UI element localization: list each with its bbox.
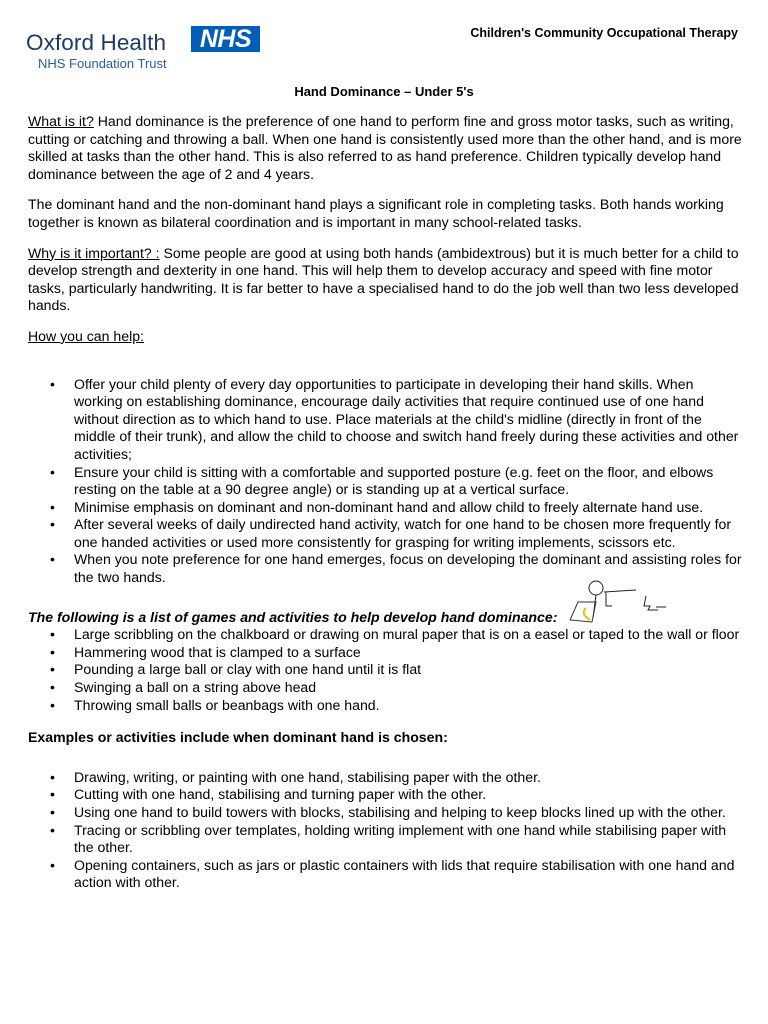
help-list (28, 376, 742, 587)
document-body (28, 113, 742, 892)
list-item: • Drawing, writing, or painting with one hand, stabilising paper with the other. (28, 769, 742, 787)
nhs-badge: NHS (191, 26, 260, 52)
list-item: • Minimise emphasis on dominant and non-dominant hand and allow child to freely alternate hand use. (28, 499, 742, 517)
list-item: • Tracing or scribbling over templates, holding writing implement with one hand while stabilising paper with the other. (28, 822, 742, 857)
games-heading: The following is a list of games and activities to help develop hand dominance: (28, 608, 558, 625)
list-item: • Using one hand to build towers with blocks, stabilising and helping to keep blocks lined up with the other. (28, 804, 742, 822)
examples-heading: Examples or activities include when dominant hand is chosen: (28, 729, 448, 746)
bilateral-paragraph: The dominant hand and the non-dominant hand plays a significant role in completing tasks. Both hands working together is known as bilateral coordination and is important in many school-related tasks. (28, 196, 724, 230)
what-text: Hand dominance is the preference of one hand to perform fine and gross motor tasks, such as writing, cutting or catching and throwing a ball. When one hand is consistently used more than the other hand, and is more skilled at tasks than the other hand. This is also referred to as hand preference. Children typically develop hand dominance between the age of 2 and 4 years. (28, 113, 742, 182)
list-item: • Hammering wood that is clamped to a surface (28, 644, 742, 662)
list-item: • Swinging a ball on a string above head (28, 679, 742, 697)
child-drawing-illustration (566, 580, 670, 626)
help-heading: How you can help: (28, 327, 144, 344)
what-paragraph (28, 113, 742, 183)
logo-org-name: Oxford Health (26, 30, 167, 55)
list-item: • Offer your child plenty of every day opportunities to participate in developing their hand skills. When working on establishing dominance, encourage daily activities that require continued use of one hand without direction as to which hand to use. Place materials at the child's midline (directly in front of the middle of their trunk), and allow the child to choose and switch hand freely during these activities and other activities; (28, 376, 742, 464)
why-paragraph (28, 245, 742, 315)
why-label: Why is it important? : (28, 244, 160, 261)
list-item: • Opening containers, such as jars or plastic containers with lids that require stabilisation with one hand and action with other. (28, 857, 742, 892)
examples-list (28, 769, 742, 892)
list-item: • When you note preference for one hand emerges, focus on developing the dominant and assisting roles for the two hands. (28, 551, 742, 586)
list-item: • Cutting with one hand, stabilising and turning paper with the other. (28, 786, 742, 804)
list-item: • Ensure your child is sitting with a comfortable and supported posture (e.g. feet on the floor, and elbows resting on the table at a 90 degree angle) or is standing up at a vertical surface. (28, 464, 742, 499)
oxford-health-logo (26, 24, 266, 74)
logo-trust-name: NHS Foundation Trust (38, 56, 167, 71)
list-item: • After several weeks of daily undirected hand activity, watch for one hand to be chosen more frequently for one handed activities or used more consistently for grasping for writing implements, scissors etc. (28, 516, 742, 551)
what-label: What is it? (28, 113, 94, 129)
games-list (28, 626, 742, 714)
list-item: • Throwing small balls or beanbags with one hand. (28, 697, 742, 715)
list-item: • Large scribbling on the chalkboard or drawing on mural paper that is on a easel or taped to the wall or floor (28, 626, 742, 644)
service-name: Children's Community Occupational Therapy (470, 26, 738, 40)
list-item: • Pounding a large ball or clay with one hand until it is flat (28, 661, 742, 679)
document-title: Hand Dominance – Under 5's (294, 84, 474, 99)
why-text: Some people are good at using both hands (ambidextrous) but it is much better for a child to develop strength and dexterity in one hand. This will help them to develop accuracy and speed with fine motor tasks, particularly handwriting. It is far better to have a specialised hand to do the job well than two less developed hands. (28, 244, 739, 314)
